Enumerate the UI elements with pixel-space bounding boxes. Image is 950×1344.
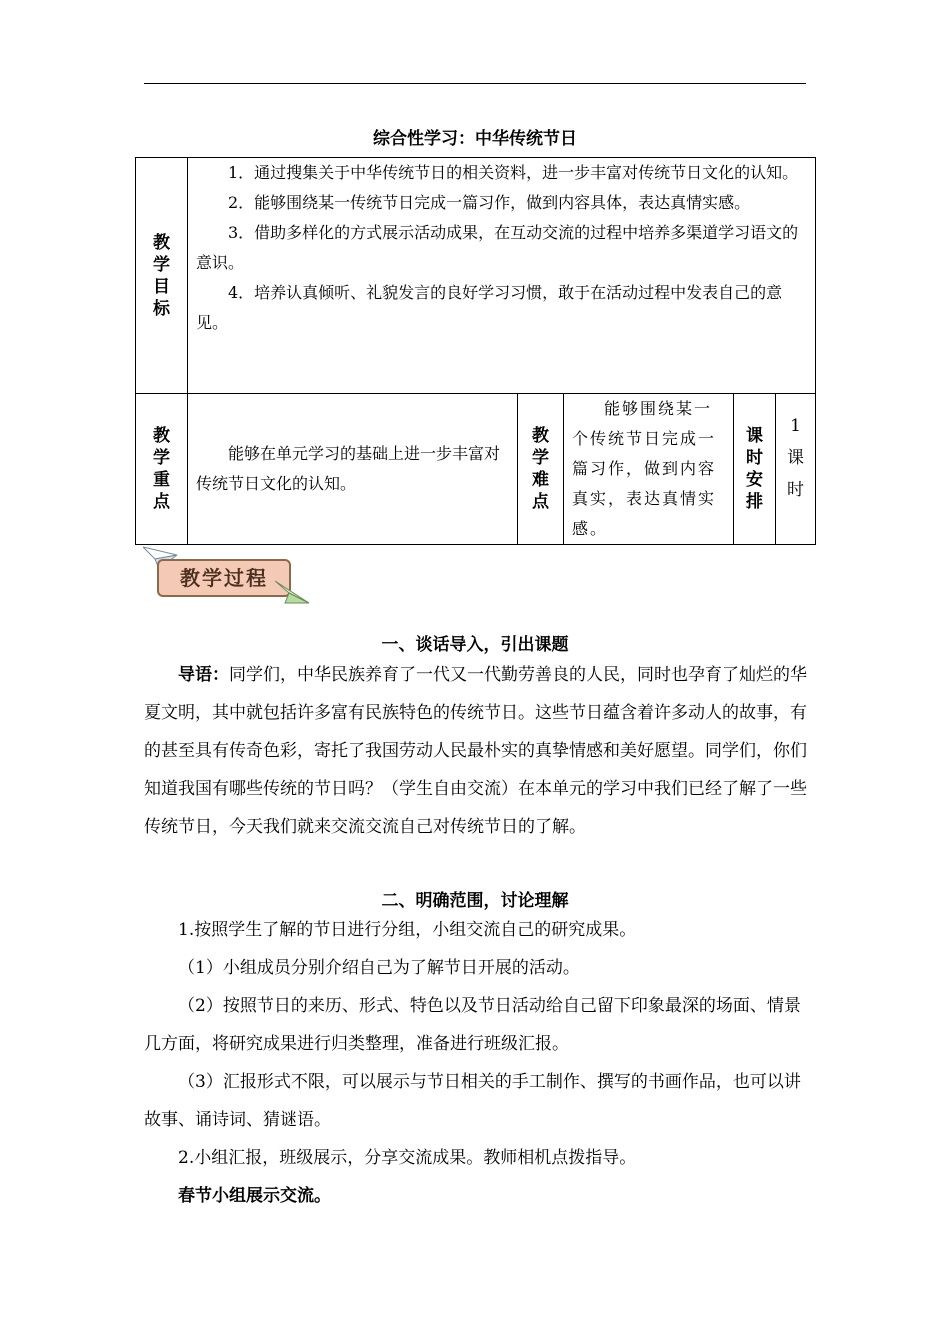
goals-row bbox=[136, 158, 816, 394]
focus-row bbox=[136, 394, 816, 545]
difficulty-label: 教 学 难 点 bbox=[518, 394, 564, 545]
focus-content: 能够在单元学习的基础上进一步丰富对传统节日文化的认知。 bbox=[188, 394, 518, 545]
list-item: （2）按照节日的来历、形式、特色以及节日活动给自己留下印象最深的场面、情景几方面，将研究成果进行归类整理，准备进行班级汇报。 bbox=[144, 996, 801, 1054]
focus-label: 教 学 重 点 bbox=[136, 394, 188, 545]
lead-paragraph: 导语：同学们，中华民族养育了一代又一代勤劳善良的人民，同时也孕育了灿烂的华夏文明，其中就包括许多富有民族特色的传统节日。这些节日蕴含着许多动人的故事，有的甚至具有传奇色彩，寄托了我国劳动人民最朴实的真挚情感和美好愿望。同学们，你们知道我国有哪些传统的节日吗？（学生自由交流）在本单元的学习中我们已经了解了一些传统节日，今天我们就来交流交流自己对传统节日的了解。 bbox=[144, 665, 807, 837]
goal-item: 1．通过搜集关于中华传统节日的相关资料，进一步丰富对传统节日文化的认知。 bbox=[228, 163, 799, 182]
badge-label: 教学过程 bbox=[157, 559, 291, 597]
difficulty-content: 能够围绕某一个传统节日完成一篇习作，做到内容真实，表达真情实感。 bbox=[564, 394, 734, 545]
schedule-label: 课 时 安 排 bbox=[734, 394, 776, 545]
list-item: （1）小组成员分别介绍自己为了解节日开展的活动。 bbox=[178, 958, 580, 978]
section-heading: 二、明确范围，讨论理解 bbox=[381, 891, 569, 911]
lead-label: 导语： bbox=[178, 665, 229, 685]
closing-line: 春节小组展示交流。 bbox=[178, 1186, 331, 1206]
header-rule bbox=[144, 83, 806, 84]
list-item: （3）汇报形式不限，可以展示与节日相关的手工制作、撰写的书画作品，也可以讲故事、诵诗词、猜谜语。 bbox=[144, 1072, 801, 1130]
teaching-process-badge bbox=[143, 545, 313, 607]
goal-item: 2．能够围绕某一传统节日完成一篇习作，做到内容具体，表达真情实感。 bbox=[228, 193, 751, 212]
goals-label: 教 学 目 标 bbox=[136, 158, 188, 394]
goals-content bbox=[188, 158, 816, 394]
list-item: 2.小组汇报，班级展示，分享交流成果。教师相机点拨指导。 bbox=[178, 1148, 637, 1168]
list-item: 1.按照学生了解的节日进行分组，小组交流自己的研究成果。 bbox=[178, 920, 637, 940]
document-title: 综合性学习：中华传统节日 bbox=[373, 129, 577, 149]
paper-plane-icon bbox=[275, 577, 311, 605]
goal-item: 3．借助多样化的方式展示活动成果，在互动交流的过程中培养多渠道学习语文的意识。 bbox=[196, 223, 799, 272]
section-body bbox=[144, 656, 808, 846]
goal-item: 4．培养认真倾听、礼貌发言的良好学习习惯，敢于在活动过程中发表自己的意见。 bbox=[196, 283, 783, 332]
section-heading: 一、谈话导入，引出课题 bbox=[381, 635, 569, 655]
schedule-content: 1 课 时 bbox=[776, 394, 816, 545]
lesson-plan-table bbox=[135, 157, 816, 545]
section-body bbox=[144, 911, 808, 1215]
